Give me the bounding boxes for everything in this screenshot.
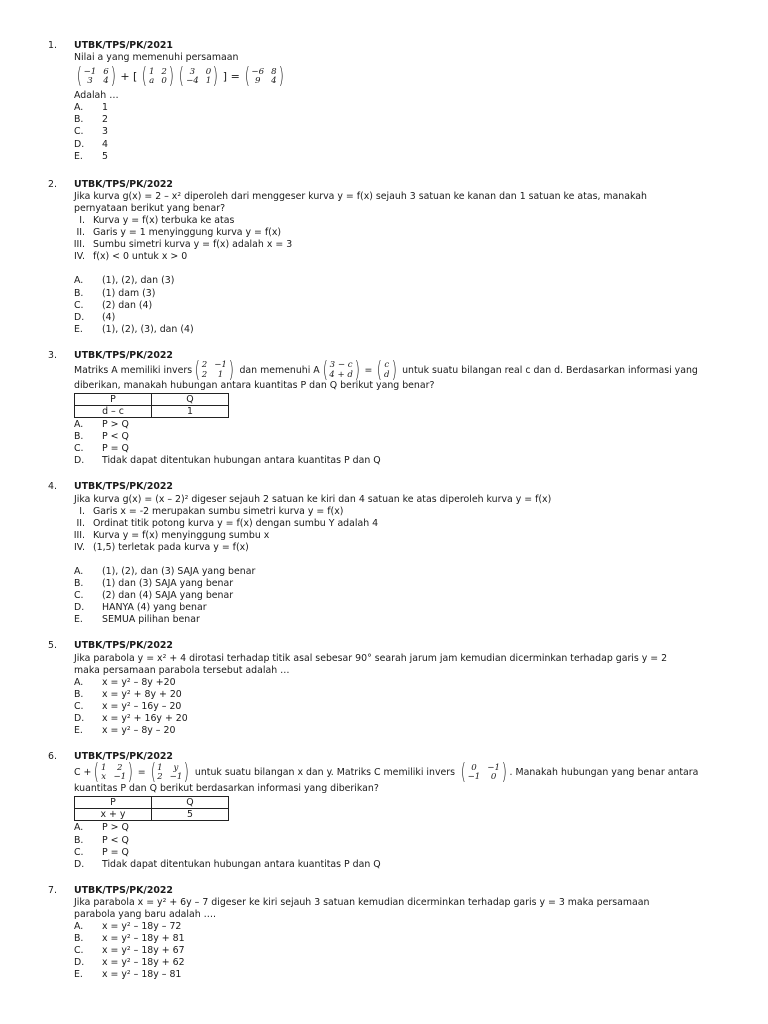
statement-numeral: III. bbox=[73, 239, 85, 251]
option-letter: E. bbox=[74, 323, 83, 335]
matrix: ( −1 6 3 4 ) bbox=[76, 64, 116, 90]
option-text: Tidak dapat ditentukan hubungan antara kuantitas P dan Q bbox=[102, 455, 381, 467]
option-letter: A. bbox=[74, 676, 84, 688]
answer-options bbox=[74, 419, 714, 467]
question-text: Adalah … bbox=[74, 90, 119, 102]
statement-numeral: IV. bbox=[74, 251, 85, 263]
table-cell: 1 bbox=[152, 406, 229, 418]
column-vector: ( c d ) bbox=[377, 357, 397, 383]
option-letter: A. bbox=[74, 102, 84, 114]
question-3 bbox=[0, 350, 768, 468]
answer-option bbox=[74, 275, 714, 287]
option-text: 4 bbox=[102, 138, 108, 150]
table-header: P bbox=[75, 797, 152, 809]
option-letter: B. bbox=[74, 933, 84, 945]
question-text: Jika parabola y = x² + 4 dirotasi terhadap titik asal sebesar 90° searah jarum jam kemudian dicerminkan terhadap garis y = 2 bbox=[74, 652, 668, 664]
statement-item bbox=[74, 530, 714, 542]
statement-text: Ordinat titik potong kurva y = f(x) dengan sumbu Y adalah 4 bbox=[93, 517, 379, 529]
option-text: x = y² – 8y +20 bbox=[102, 676, 176, 688]
option-text: (2) dan (4) bbox=[102, 299, 153, 311]
option-letter: D. bbox=[74, 858, 85, 870]
matrix: ( 3 0 −4 1 ) bbox=[179, 64, 219, 90]
option-text: x = y² – 18y + 62 bbox=[102, 957, 185, 969]
question-text: Jika kurva g(x) = (x – 2)² digeser sejauh 2 satuan ke kiri dan 4 satuan ke atas diperoleh kurva y = f(x) bbox=[74, 493, 552, 505]
answer-options bbox=[74, 275, 714, 335]
answer-options bbox=[74, 921, 714, 981]
option-text: P < Q bbox=[102, 834, 129, 846]
option-letter: E. bbox=[74, 969, 83, 981]
option-letter: A. bbox=[74, 822, 84, 834]
answer-option bbox=[74, 126, 714, 138]
option-text: 3 bbox=[102, 126, 108, 138]
option-letter: B. bbox=[74, 834, 84, 846]
question-source: UTBK/TPS/PK/2021 bbox=[74, 40, 173, 51]
answer-option bbox=[74, 713, 714, 725]
option-letter: A. bbox=[74, 921, 84, 933]
answer-option bbox=[74, 419, 714, 431]
option-letter: B. bbox=[74, 287, 84, 299]
answer-option bbox=[74, 151, 714, 163]
matrix: ( 1 y 2 −1 ) bbox=[150, 760, 190, 786]
question-number: 2. bbox=[48, 178, 57, 190]
option-letter: B. bbox=[74, 578, 84, 590]
option-text: x = y² – 18y – 81 bbox=[102, 969, 182, 981]
question-source: UTBK/TPS/PK/2022 bbox=[74, 884, 173, 896]
statement-numeral: II. bbox=[76, 227, 85, 239]
answer-option bbox=[74, 312, 714, 324]
option-text: x = y² – 18y – 72 bbox=[102, 921, 182, 933]
answer-option bbox=[74, 945, 714, 957]
option-letter: D. bbox=[74, 311, 85, 323]
option-text: P > Q bbox=[102, 822, 129, 834]
statement-item bbox=[74, 215, 714, 227]
question-number: 1. bbox=[48, 40, 57, 51]
option-letter: A. bbox=[74, 419, 84, 431]
question-text: maka persamaan parabola tersebut adalah … bbox=[74, 664, 290, 676]
question-source: UTBK/TPS/PK/2022 bbox=[74, 640, 173, 652]
statement-numeral: IV. bbox=[74, 541, 85, 553]
question-text: Jika parabola x = y² + 6y – 7 digeser ke kiri sejauh 3 satuan kemudian dicerminkan terhadap garis y = 3 maka persamaan bbox=[74, 896, 650, 908]
answer-option bbox=[74, 921, 714, 933]
matrix-equation bbox=[74, 64, 714, 90]
answer-option bbox=[74, 139, 714, 151]
question-number: 4. bbox=[48, 481, 57, 493]
answer-options bbox=[74, 102, 714, 162]
option-letter: B. bbox=[74, 431, 84, 443]
answer-option bbox=[74, 443, 714, 455]
quantity-table bbox=[74, 393, 229, 418]
answer-option bbox=[74, 578, 714, 590]
statement-item bbox=[74, 542, 714, 554]
matrix: ( −6 8 9 4 ) bbox=[244, 64, 284, 90]
question-text: kuantitas P dan Q berikut berdasarkan informasi yang diberikan? bbox=[74, 783, 379, 795]
statement-text: Sumbu simetri kurva y = f(x) adalah x = 3 bbox=[93, 239, 293, 251]
table-header: P bbox=[75, 394, 152, 406]
question-text: diberikan, manakah hubungan antara kuantitas P dan Q berikut yang benar? bbox=[74, 379, 435, 391]
option-letter: C. bbox=[74, 126, 84, 138]
answer-option bbox=[74, 701, 714, 713]
answer-option bbox=[74, 102, 714, 114]
answer-option bbox=[74, 288, 714, 300]
inverse-matrix: ( 2 −1 2 1 ) bbox=[194, 357, 234, 383]
statement-text: Kurva y = f(x) terbuka ke atas bbox=[93, 215, 235, 227]
statement-item bbox=[74, 227, 714, 239]
option-text: HANYA (4) yang benar bbox=[102, 602, 207, 614]
option-text: (2) dan (4) SAJA yang benar bbox=[102, 590, 234, 602]
question-text: Nilai a yang memenuhi persamaan bbox=[74, 52, 239, 64]
operator: + [ bbox=[120, 70, 138, 84]
option-letter: D. bbox=[74, 455, 85, 467]
question-source: UTBK/TPS/PK/2022 bbox=[74, 178, 173, 190]
question-7 bbox=[0, 885, 768, 982]
option-text: x = y² + 8y + 20 bbox=[102, 688, 182, 700]
option-text: x = y² – 8y – 20 bbox=[102, 725, 176, 737]
option-text: (1), (2), (3), dan (4) bbox=[102, 323, 194, 335]
answer-option bbox=[74, 835, 714, 847]
statement-numeral: I. bbox=[79, 215, 85, 227]
option-letter: D. bbox=[74, 602, 85, 614]
answer-option bbox=[74, 933, 714, 945]
statement-list bbox=[74, 506, 714, 554]
answer-option bbox=[74, 969, 714, 981]
answer-option bbox=[74, 859, 714, 871]
matrix: ( 1 2 x −1 ) bbox=[94, 760, 133, 786]
answer-option bbox=[74, 300, 714, 312]
option-letter: C. bbox=[74, 590, 84, 602]
column-vector: ( 3 − c 4 + d ) bbox=[322, 357, 360, 383]
option-text: x = y² – 18y + 67 bbox=[102, 945, 185, 957]
answer-option bbox=[74, 566, 714, 578]
answer-options bbox=[74, 566, 714, 626]
question-number: 7. bbox=[48, 884, 57, 896]
question-text: Jika kurva g(x) = 2 – x² diperoleh dari menggeser kurva y = f(x) sejauh 3 satuan ke kanan dan 1 satuan ke atas, manakah bbox=[74, 190, 647, 202]
option-letter: E. bbox=[74, 150, 83, 162]
table-cell: d – c bbox=[75, 406, 152, 418]
table-cell: 5 bbox=[152, 809, 229, 821]
option-letter: D. bbox=[74, 713, 85, 725]
worksheet bbox=[0, 40, 768, 994]
option-letter: D. bbox=[74, 138, 85, 150]
option-text: (1), (2), dan (3) bbox=[102, 275, 175, 287]
table-header: Q bbox=[152, 797, 229, 809]
inverse-matrix: ( 0 −1 −1 0 ) bbox=[460, 760, 507, 786]
answer-option bbox=[74, 725, 714, 737]
option-text: x = y² + 16y + 20 bbox=[102, 713, 188, 725]
option-text: (1) dan (3) SAJA yang benar bbox=[102, 578, 234, 590]
answer-option bbox=[74, 689, 714, 701]
question-text-with-matrix: C + ( 1 2 x −1 ) = ( 1 y 2 −1 ) untuk suatu bilangan x dan y. Matriks C memiliki invers ( 0 −1 −1 0 ) . Manakah hubungan yang benar antara bbox=[74, 760, 699, 786]
option-text: P > Q bbox=[102, 419, 129, 431]
statement-numeral: II. bbox=[76, 517, 85, 529]
answer-option bbox=[74, 455, 714, 467]
answer-option bbox=[74, 602, 714, 614]
statement-numeral: III. bbox=[73, 529, 85, 541]
question-source: UTBK/TPS/PK/2022 bbox=[74, 481, 173, 493]
option-text: (1) dam (3) bbox=[102, 287, 156, 299]
option-text: P = Q bbox=[102, 846, 129, 858]
question-4 bbox=[0, 481, 768, 626]
option-letter: C. bbox=[74, 443, 84, 455]
option-letter: C. bbox=[74, 700, 84, 712]
answer-option bbox=[74, 677, 714, 689]
statement-text: Garis y = 1 menyinggung kurva y = f(x) bbox=[93, 227, 282, 239]
question-2 bbox=[0, 179, 768, 336]
question-number: 3. bbox=[48, 349, 57, 361]
answer-option bbox=[74, 324, 714, 336]
answer-option bbox=[74, 957, 714, 969]
question-text: pernyataan berikut yang benar? bbox=[74, 202, 226, 214]
option-text: SEMUA pilihan benar bbox=[102, 614, 200, 626]
answer-option bbox=[74, 847, 714, 859]
option-letter: C. bbox=[74, 945, 84, 957]
question-1 bbox=[0, 40, 768, 163]
statement-numeral: I. bbox=[79, 505, 85, 517]
option-letter: A. bbox=[74, 275, 84, 287]
question-5 bbox=[0, 640, 768, 737]
option-letter: A. bbox=[74, 566, 84, 577]
option-letter: B. bbox=[74, 114, 84, 126]
option-text: P < Q bbox=[102, 431, 129, 443]
option-text: (1), (2), dan (3) SAJA yang benar bbox=[102, 566, 256, 577]
question-source: UTBK/TPS/PK/2022 bbox=[74, 751, 173, 763]
question-6 bbox=[0, 751, 768, 871]
answer-option bbox=[74, 822, 714, 834]
table-cell: x + y bbox=[75, 809, 152, 821]
quantity-table bbox=[74, 796, 229, 821]
option-letter: C. bbox=[74, 846, 84, 858]
statement-text: Kurva y = f(x) menyinggung sumbu x bbox=[93, 529, 270, 541]
matrix: ( 1 2 a 0 ) bbox=[142, 64, 174, 90]
option-text: Tidak dapat ditentukan hubungan antara kuantitas P dan Q bbox=[102, 858, 381, 870]
question-source: UTBK/TPS/PK/2022 bbox=[74, 349, 173, 361]
answer-options bbox=[74, 677, 714, 737]
option-text: 2 bbox=[102, 114, 108, 126]
statement-list bbox=[74, 215, 714, 263]
question-number: 6. bbox=[48, 751, 57, 763]
option-letter: B. bbox=[74, 688, 84, 700]
option-text: P = Q bbox=[102, 443, 129, 455]
option-letter: E. bbox=[74, 614, 83, 626]
answer-option bbox=[74, 114, 714, 126]
option-letter: D. bbox=[74, 957, 85, 969]
statement-item bbox=[74, 506, 714, 518]
option-letter: E. bbox=[74, 725, 83, 737]
answer-options bbox=[74, 822, 714, 870]
option-text: 5 bbox=[102, 150, 108, 162]
question-text: parabola yang baru adalah …. bbox=[74, 908, 217, 920]
question-text-with-matrix: Matriks A memiliki invers ( 2 −1 2 1 ) dan memenuhi A ( 3 − c 4 + d ) = ( c d ) untuk suatu bilangan real c dan d. Berdasarkan informasi yang bbox=[74, 357, 698, 383]
operator: ] = bbox=[222, 70, 240, 84]
statement-text: f(x) < 0 untuk x > 0 bbox=[93, 251, 188, 263]
statement-text: Garis x = -2 merupakan sumbu simetri kurva y = f(x) bbox=[93, 505, 344, 517]
option-text: x = y² – 16y – 20 bbox=[102, 700, 182, 712]
statement-item bbox=[74, 251, 714, 263]
statement-item bbox=[74, 518, 714, 530]
option-text: x = y² – 18y + 81 bbox=[102, 933, 185, 945]
option-letter: C. bbox=[74, 299, 84, 311]
answer-option bbox=[74, 614, 714, 626]
answer-option bbox=[74, 590, 714, 602]
question-number: 5. bbox=[48, 640, 57, 652]
statement-text: (1,5) terletak pada kurva y = f(x) bbox=[93, 541, 249, 553]
option-text: 1 bbox=[102, 102, 108, 114]
answer-option bbox=[74, 431, 714, 443]
table-header: Q bbox=[152, 394, 229, 406]
statement-item bbox=[74, 239, 714, 251]
option-text: (4) bbox=[102, 311, 116, 323]
